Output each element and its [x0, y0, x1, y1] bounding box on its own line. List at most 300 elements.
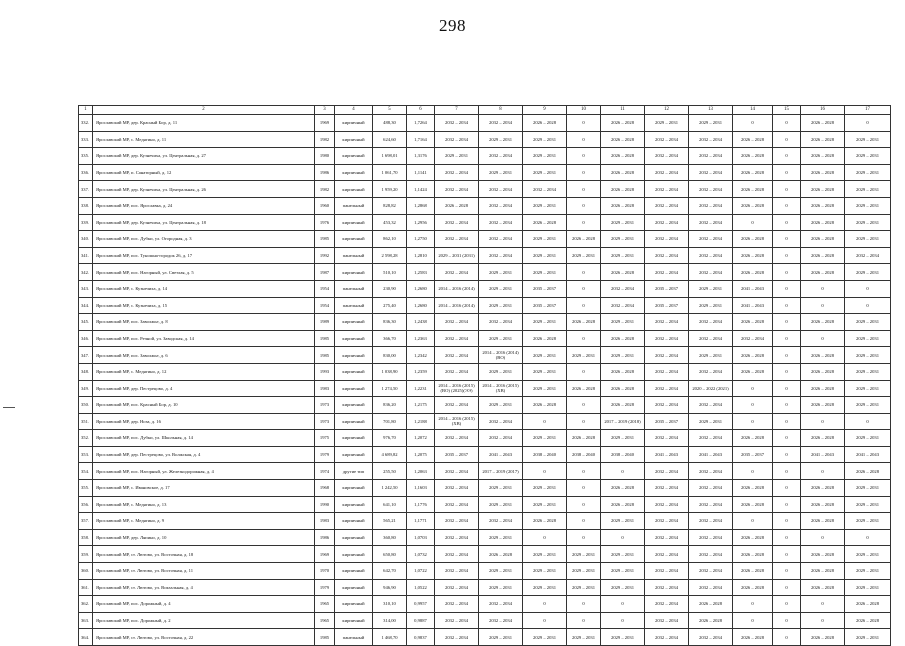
table-cell: 1,2175: [407, 397, 435, 414]
row-number-cell: 362.: [79, 596, 93, 613]
table-cell: кирпичный: [335, 413, 373, 430]
table-cell: 1 698,01: [373, 148, 407, 165]
table-cell: 2026 – 2028: [801, 480, 845, 497]
row-number-cell: 336.: [79, 164, 93, 181]
table-cell: 1975: [315, 430, 335, 447]
row-number-cell: 358.: [79, 529, 93, 546]
table-cell: 2038 – 2040: [601, 446, 645, 463]
table-cell: 2029 – 2031: [601, 314, 645, 331]
table-cell: 701,80: [373, 413, 407, 430]
table-cell: 2032 – 2034: [479, 314, 523, 331]
column-number-cell: 10: [567, 106, 601, 115]
table-cell: 0: [567, 480, 601, 497]
table-cell: 2029 – 2031: [845, 148, 891, 165]
table-cell: 0: [523, 463, 567, 480]
table-cell: 2029 – 2031: [523, 148, 567, 165]
table-cell: 0: [773, 629, 801, 646]
table-cell: 2032 – 2034: [479, 181, 523, 198]
row-number-cell: 338.: [79, 197, 93, 214]
table-cell: 2032 – 2034: [479, 197, 523, 214]
row-number-cell: 348.: [79, 363, 93, 380]
table-cell: 0: [773, 330, 801, 347]
table-cell: 1,0522: [407, 579, 435, 596]
table-cell: 2032 – 2034: [645, 264, 689, 281]
address-cell: Ярославский МР, ст. Лютово, ул. Восточная, д. 11: [93, 563, 315, 580]
table-cell: 1,2063: [407, 463, 435, 480]
table-cell: 2020 – 2022 (2021): [689, 380, 733, 397]
table-cell: 1 274,50: [373, 380, 407, 397]
address-cell: Ярославский МР, пос. Нагорный, ул. Железнодорожная, д. 4: [93, 463, 315, 480]
row-number-cell: 335.: [79, 148, 93, 165]
address-cell: Ярославский МР, п. Санаторный, д. 12: [93, 164, 315, 181]
table-cell: 2026 – 2028: [733, 164, 773, 181]
table-cell: кирпичный: [335, 446, 373, 463]
table-cell: 2032 – 2034: [645, 612, 689, 629]
table-cell: 2026 – 2028: [801, 513, 845, 530]
table-cell: 1,0732: [407, 546, 435, 563]
table-cell: 2026 – 2028: [567, 231, 601, 248]
table-cell: кирпичный: [335, 164, 373, 181]
table-cell: 2032 – 2034: [645, 546, 689, 563]
row-number-cell: 360.: [79, 563, 93, 580]
table-cell: 510,10: [373, 264, 407, 281]
table-cell: 2029 – 2031: [523, 546, 567, 563]
housing-register-table: [78, 105, 891, 646]
table-cell: 2032 – 2034: [435, 629, 479, 646]
table-cell: 1,2359: [407, 363, 435, 380]
table-cell: 1,2072: [407, 430, 435, 447]
table-cell: 2029 – 2031: [845, 231, 891, 248]
table-cell: 453,32: [373, 214, 407, 231]
address-cell: Ярославский МР, пос. Дубки, ул. Огородная, д. 3: [93, 231, 315, 248]
row-number-cell: 350.: [79, 397, 93, 414]
table-cell: кирпичный: [335, 363, 373, 380]
table-cell: панельный: [335, 197, 373, 214]
table-cell: другие тип: [335, 463, 373, 480]
table-cell: 2029 – 2031: [601, 629, 645, 646]
table-cell: кирпичный: [335, 496, 373, 513]
table-cell: 2029 – 2031: [567, 347, 601, 364]
table-cell: 0: [773, 131, 801, 148]
table-row: [79, 214, 891, 231]
table-cell: 2041 – 2043: [801, 446, 845, 463]
row-number-cell: 344.: [79, 297, 93, 314]
table-cell: 2029 – 2031: [601, 347, 645, 364]
table-cell: 0: [601, 529, 645, 546]
table-cell: 2026 – 2028: [733, 314, 773, 331]
table-cell: 0: [567, 529, 601, 546]
table-cell: 2029 – 2031: [479, 264, 523, 281]
table-cell: 1,2868: [407, 197, 435, 214]
table-cell: 2026 – 2028: [801, 264, 845, 281]
table-cell: 2029 – 2031: [845, 181, 891, 198]
table-cell: 2032 – 2034: [645, 513, 689, 530]
table-cell: 2026 – 2028: [523, 115, 567, 132]
row-number-cell: 364.: [79, 629, 93, 646]
table-cell: 2029 – 2031: [845, 347, 891, 364]
table-cell: 2029 – 2031: [567, 563, 601, 580]
table-cell: 2029 – 2031: [479, 563, 523, 580]
table-cell: 2026 – 2028: [601, 164, 645, 181]
row-number-cell: 363.: [79, 612, 93, 629]
table-row: [79, 247, 891, 264]
table-cell: 2032 – 2034: [645, 347, 689, 364]
table-cell: 2029 – 2031: [689, 115, 733, 132]
table-cell: 2026 – 2028: [733, 579, 773, 596]
table-cell: 1,0703: [407, 529, 435, 546]
table-row: [79, 513, 891, 530]
table-cell: 1,2231: [407, 380, 435, 397]
table-cell: 0: [845, 297, 891, 314]
table-cell: 0: [773, 347, 801, 364]
table-cell: 2029 – 2031: [523, 496, 567, 513]
table-cell: 0: [567, 596, 601, 613]
table-cell: 2029 – 2031: [479, 629, 523, 646]
table-cell: 1,0722: [407, 563, 435, 580]
table-cell: 0: [567, 330, 601, 347]
table-cell: 2029 – 2031: [523, 579, 567, 596]
table-cell: 0: [733, 397, 773, 414]
table-cell: 2032 – 2034: [645, 463, 689, 480]
table-cell: 1,1424: [407, 181, 435, 198]
table-cell: 2026 – 2028: [801, 397, 845, 414]
address-cell: Ярославский МР, с. Ивановское, д. 17: [93, 480, 315, 497]
table-cell: 641,10: [373, 496, 407, 513]
table-cell: 2032 – 2034: [435, 347, 479, 364]
table-cell: 2026 – 2028: [733, 131, 773, 148]
table-cell: 2026 – 2028: [801, 363, 845, 380]
table-cell: 2026 – 2028: [601, 330, 645, 347]
table-cell: 2026 – 2028: [601, 148, 645, 165]
table-cell: 2032 – 2034: [435, 463, 479, 480]
table-cell: 2029 – 2031: [601, 231, 645, 248]
table-cell: 0: [773, 380, 801, 397]
table-cell: 2032 – 2034: [645, 181, 689, 198]
address-cell: Ярославский МР, пос. Красный Бор, д. 10: [93, 397, 315, 414]
table-cell: 2032 – 2034: [435, 563, 479, 580]
table-cell: 2035 – 2037: [645, 280, 689, 297]
table-cell: 2026 – 2028: [523, 397, 567, 414]
table-cell: 2032 – 2034: [435, 264, 479, 281]
table-cell: 1985: [315, 231, 335, 248]
table-cell: 0: [801, 413, 845, 430]
table-cell: 0: [773, 280, 801, 297]
table-row: [79, 546, 891, 563]
table-cell: 2017 – 2019 (2018): [601, 413, 645, 430]
table-cell: кирпичный: [335, 546, 373, 563]
table-cell: кирпичный: [335, 148, 373, 165]
column-number-row: [79, 106, 891, 115]
table-cell: 1,2680: [407, 297, 435, 314]
table-cell: 1 959,20: [373, 181, 407, 198]
table-cell: 1,2188: [407, 413, 435, 430]
table-cell: 1954: [315, 280, 335, 297]
table-cell: 2032 – 2034: [689, 430, 733, 447]
table-cell: 2032 – 2034: [645, 496, 689, 513]
table-cell: 2029 – 2031: [479, 496, 523, 513]
table-cell: 2038 – 2040: [567, 446, 601, 463]
table-cell: 2032 – 2034: [479, 148, 523, 165]
table-cell: 2032 – 2034: [733, 330, 773, 347]
table-cell: 0: [801, 297, 845, 314]
table-cell: 2026 – 2028: [801, 430, 845, 447]
table-cell: 1973: [315, 413, 335, 430]
table-row: [79, 197, 891, 214]
table-cell: 2029 – 2031: [601, 563, 645, 580]
table-cell: 0: [567, 363, 601, 380]
table-row: [79, 579, 891, 596]
table-cell: 2032 – 2034: [479, 413, 523, 430]
table-cell: 2026 – 2028: [801, 314, 845, 331]
table-cell: 2032 – 2034: [689, 181, 733, 198]
table-cell: 2032 – 2034: [689, 480, 733, 497]
table-cell: 2032 – 2034: [689, 164, 733, 181]
table-cell: 488,30: [373, 115, 407, 132]
table-cell: 2032 – 2034: [479, 247, 523, 264]
table-cell: 0,9887: [407, 612, 435, 629]
table-cell: 2032 – 2034: [689, 363, 733, 380]
table-cell: 0: [773, 463, 801, 480]
table-cell: 0: [801, 596, 845, 613]
table-cell: 2029 – 2031: [845, 579, 891, 596]
table-row: [79, 280, 891, 297]
table-cell: 2026 – 2028: [733, 347, 773, 364]
table-cell: 1969: [315, 115, 335, 132]
table-row: [79, 115, 891, 132]
table-cell: 2029 – 2031: [645, 115, 689, 132]
table-cell: 1960: [315, 197, 335, 214]
table-cell: 2032 – 2034: [645, 596, 689, 613]
address-cell: Ярославский МР, с. Медягино, д. 13: [93, 496, 315, 513]
table-cell: 1,2342: [407, 347, 435, 364]
table-cell: 862,10: [373, 231, 407, 248]
table-row: [79, 413, 891, 430]
table-row: [79, 612, 891, 629]
table-row: [79, 164, 891, 181]
address-cell: Ярославский МР, пос. Дорожный, д. 4: [93, 596, 315, 613]
table-cell: 2029 – 2031: [845, 380, 891, 397]
table-cell: 1,1603: [407, 480, 435, 497]
table-row: [79, 330, 891, 347]
table-cell: 2035 – 2037: [645, 297, 689, 314]
table-cell: 0: [567, 612, 601, 629]
table-cell: 1982: [315, 131, 335, 148]
table-cell: 0: [773, 596, 801, 613]
table-cell: 2041 – 2043: [645, 446, 689, 463]
table-cell: 2032 – 2034: [645, 480, 689, 497]
table-cell: 2029 – 2031: [845, 480, 891, 497]
row-number-cell: 347.: [79, 347, 93, 364]
table-cell: 1985: [315, 629, 335, 646]
table-cell: 1992: [315, 247, 335, 264]
table-cell: 2029 – 2031: [845, 496, 891, 513]
table-cell: 0: [567, 115, 601, 132]
table-cell: 1 038,90: [373, 363, 407, 380]
table-cell: 0: [801, 529, 845, 546]
table-cell: панельный: [335, 247, 373, 264]
table-cell: 255,50: [373, 463, 407, 480]
table-cell: 1973: [315, 397, 335, 414]
table-cell: 0: [773, 480, 801, 497]
table-cell: 2029 – 2031: [479, 579, 523, 596]
table-cell: 2029 – 2031: [523, 264, 567, 281]
table-cell: 1993: [315, 363, 335, 380]
table-cell: 2029 – 2031: [845, 513, 891, 530]
table-cell: 2032 – 2034: [435, 513, 479, 530]
table-cell: 2032 – 2034: [645, 430, 689, 447]
address-cell: Ярославский МР, пос. Туношна-городок 26, д. 17: [93, 247, 315, 264]
table-cell: 830,00: [373, 347, 407, 364]
table-cell: 2026 – 2028: [801, 563, 845, 580]
row-number-cell: 356.: [79, 496, 93, 513]
table-cell: 0: [601, 463, 645, 480]
table-cell: 836,20: [373, 397, 407, 414]
column-number-cell: 1: [79, 106, 93, 115]
table-cell: 2029 – 2031: [523, 231, 567, 248]
table-cell: 2026 – 2028: [801, 197, 845, 214]
table-cell: 0: [773, 397, 801, 414]
table-cell: 2029 – 2031: [523, 430, 567, 447]
table-cell: 2014 – 2016 (2015)(ХВ): [479, 380, 523, 397]
table-cell: 2032 – 2034: [689, 546, 733, 563]
table-cell: 2032 – 2034: [435, 164, 479, 181]
table-cell: 0: [773, 264, 801, 281]
table-cell: 2032 – 2034: [689, 513, 733, 530]
table-cell: 0: [567, 297, 601, 314]
table-cell: кирпичный: [335, 612, 373, 629]
table-cell: 1968: [315, 480, 335, 497]
table-cell: кирпичный: [335, 579, 373, 596]
table-cell: 0: [733, 380, 773, 397]
address-cell: Ярославский МР, дер. Ляпино, д. 10: [93, 529, 315, 546]
table-cell: 0: [523, 612, 567, 629]
column-number-cell: 7: [435, 106, 479, 115]
table-cell: 2026 – 2028: [435, 197, 479, 214]
table-cell: 2032 – 2034: [435, 181, 479, 198]
column-number-cell: 13: [689, 106, 733, 115]
table-cell: 2026 – 2028: [733, 247, 773, 264]
table-cell: 0: [567, 513, 601, 530]
table-cell: кирпичный: [335, 131, 373, 148]
table-cell: 0: [567, 214, 601, 231]
table-cell: 2014 – 2016 (2015)(ХВ): [435, 413, 479, 430]
table-cell: 2026 – 2028: [733, 430, 773, 447]
table-cell: 1,2438: [407, 314, 435, 331]
row-number-cell: 357.: [79, 513, 93, 530]
table-cell: 0: [773, 247, 801, 264]
table-cell: 828,82: [373, 197, 407, 214]
table-cell: 2032 – 2034: [645, 563, 689, 580]
table-cell: 2026 – 2028: [601, 397, 645, 414]
table-cell: 2029 – 2031: [845, 430, 891, 447]
table-cell: 0: [523, 413, 567, 430]
table-cell: 2029 – 2031: [523, 314, 567, 331]
table-row: [79, 297, 891, 314]
address-cell: Ярославский МР, дер. Кузнечиха, ул. Центральная, д. 18: [93, 214, 315, 231]
table-row: [79, 264, 891, 281]
table-cell: 0: [845, 280, 891, 297]
address-cell: Ярославский МР, дер. Кузнечиха, ул. Центральная, д. 26: [93, 181, 315, 198]
table-cell: 2029 – 2031: [479, 297, 523, 314]
table-cell: 1985: [315, 347, 335, 364]
table-cell: 2032 – 2034: [689, 463, 733, 480]
table-row: [79, 148, 891, 165]
table-row: [79, 131, 891, 148]
table-cell: 650,80: [373, 546, 407, 563]
table-cell: 0: [773, 197, 801, 214]
table-cell: 2032 – 2034: [435, 496, 479, 513]
table-cell: 2029 – 2031: [523, 363, 567, 380]
table-cell: 2032 – 2034: [689, 231, 733, 248]
table-cell: 565,21: [373, 513, 407, 530]
row-number-cell: 349.: [79, 380, 93, 397]
column-number-cell: 2: [93, 106, 315, 115]
table-cell: 2026 – 2028: [733, 363, 773, 380]
table-row: [79, 363, 891, 380]
table-cell: 1982: [315, 181, 335, 198]
table-cell: 2026 – 2028: [601, 115, 645, 132]
table-cell: 2029 – 2031: [845, 546, 891, 563]
table-cell: 2029 – 2031: [479, 330, 523, 347]
table-cell: 0: [773, 314, 801, 331]
table-cell: 0: [733, 596, 773, 613]
table-cell: 2029 – 2031: [479, 131, 523, 148]
table-cell: 2029 – 2031: [689, 280, 733, 297]
table-cell: 1990: [315, 496, 335, 513]
table-cell: 2041 – 2043: [733, 280, 773, 297]
table-cell: 2029 – 2031: [523, 347, 567, 364]
table-cell: 2029 – 2031: [845, 397, 891, 414]
table-cell: 2032 – 2034: [435, 363, 479, 380]
table-cell: 2035 – 2037: [435, 446, 479, 463]
table-cell: 2032 – 2034: [689, 264, 733, 281]
table-cell: 0: [733, 612, 773, 629]
table-cell: 2026 – 2028: [845, 612, 891, 629]
margin-mark: [3, 407, 15, 408]
table-cell: 2035 – 2037: [523, 280, 567, 297]
table-cell: 2041 – 2043: [845, 446, 891, 463]
table-cell: 1979: [315, 579, 335, 596]
table-cell: 2032 – 2034: [435, 330, 479, 347]
row-number-cell: 351.: [79, 413, 93, 430]
table-row: [79, 629, 891, 646]
table-cell: 0,9837: [407, 629, 435, 646]
table-cell: 2029 – 2031: [601, 247, 645, 264]
table-cell: кирпичный: [335, 563, 373, 580]
table-cell: 2032 – 2034: [479, 612, 523, 629]
table-cell: 1965: [315, 596, 335, 613]
table-cell: 2032 – 2034: [435, 546, 479, 563]
table-cell: 836,30: [373, 314, 407, 331]
table-cell: 1 242,50: [373, 480, 407, 497]
table-body: [79, 115, 891, 646]
table-cell: 314,00: [373, 612, 407, 629]
table-cell: 2029 – 2031: [479, 480, 523, 497]
table-cell: 2026 – 2028: [845, 596, 891, 613]
table-cell: 1,1776: [407, 496, 435, 513]
table-cell: 2 598,28: [373, 247, 407, 264]
row-number-cell: 341.: [79, 247, 93, 264]
table-cell: 1,1771: [407, 513, 435, 530]
table-cell: 2032 – 2034: [645, 164, 689, 181]
address-cell: Ярославский МР, дер. Кузнечиха, ул. Центральная, д. 27: [93, 148, 315, 165]
table-cell: 2026 – 2028: [733, 148, 773, 165]
table-cell: 2026 – 2028: [733, 529, 773, 546]
table-cell: кирпичный: [335, 214, 373, 231]
table-cell: 2032 – 2034: [689, 563, 733, 580]
table-cell: 0: [733, 513, 773, 530]
table-cell: 2026 – 2028: [601, 181, 645, 198]
